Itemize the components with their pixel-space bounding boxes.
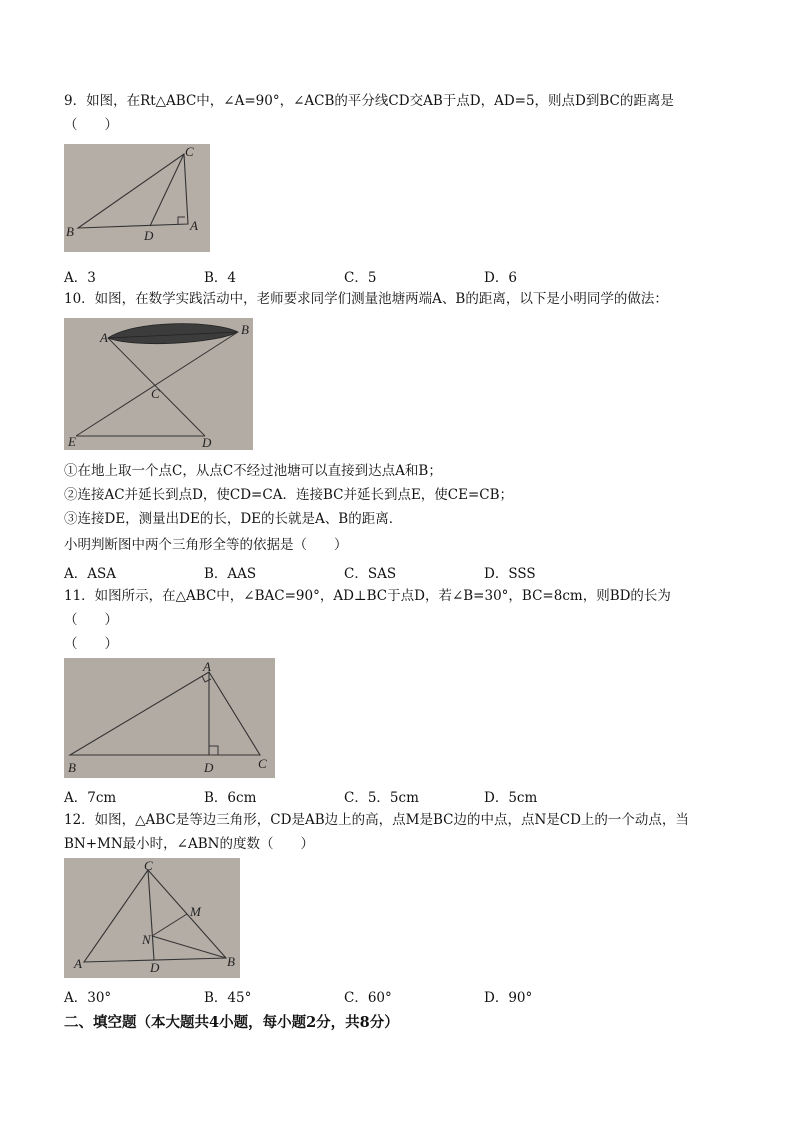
q10-label-b: B xyxy=(241,322,249,337)
q10-label-a: A xyxy=(100,330,108,345)
q11-paren-1: （ ） xyxy=(64,612,118,628)
q10-step-1: ①在地上取一个点C，从点C不经过池塘可以直接到达点A和B； xyxy=(64,463,442,479)
q12-stem-line-1: 12．如图，△ABC是等边三角形，CD是AB边上的高，点M是BC边的中点，点N是CD上的一个动点，当 xyxy=(64,812,689,828)
q12-label-c: C xyxy=(144,858,153,873)
q10-option-c[interactable]: C．SAS xyxy=(344,566,397,582)
q10-label-e: E xyxy=(68,434,76,449)
q9-option-d[interactable]: D．6 xyxy=(484,270,517,286)
q9-option-a[interactable]: A．3 xyxy=(64,270,96,286)
q9-stem: 9．如图，在Rt△ABC中，∠A=90°，∠ACB的平分线CD交AB于点D，AD=5，则点D到BC的距离是 xyxy=(64,93,674,109)
q12-label-m: M xyxy=(190,904,201,919)
q10-label-d: D xyxy=(202,435,212,450)
q10-figure xyxy=(64,318,253,450)
q12-label-b: B xyxy=(227,954,235,969)
q11-label-b: B xyxy=(68,760,76,775)
q10-label-c: C xyxy=(151,386,160,401)
q9-options xyxy=(64,266,744,284)
q11-paren-2: （ ） xyxy=(64,636,118,652)
q10-step-3: ③连接DE，测量出DE的长，DE的长就是A、B的距离． xyxy=(64,511,403,527)
q9-option-c[interactable]: C．5 xyxy=(344,270,377,286)
q11-option-b[interactable]: B．6cm xyxy=(204,790,257,806)
q9-label-b: B xyxy=(66,224,74,239)
q11-label-d: D xyxy=(204,760,214,775)
q12-label-n: N xyxy=(142,932,151,947)
q12-label-a: A xyxy=(74,956,82,971)
q11-stem: 11．如图所示，在△ABC中，∠BAC=90°，AD⊥BC于点D，若∠B=30°，BC=8cm，则BD的长为 xyxy=(64,588,671,604)
q11-option-a[interactable]: A．7cm xyxy=(64,790,117,806)
q12-stem-line-2: BN+MN最小时，∠ABN的度数（ ） xyxy=(64,836,314,852)
q12-option-d[interactable]: D．90° xyxy=(484,990,533,1006)
q9-paren: （ ） xyxy=(64,117,118,133)
q10-stem: 10．如图，在数学实践活动中，老师要求同学们测量池塘两端A、B的距离，以下是小明同学的做法： xyxy=(64,291,668,307)
q10-question: 小明判断图中两个三角形全等的依据是（ ） xyxy=(64,537,348,553)
q10-options xyxy=(64,562,744,580)
q9-label-d: D xyxy=(144,228,154,243)
q9-figure xyxy=(64,144,210,252)
q12-figure xyxy=(64,858,240,978)
q12-option-b[interactable]: B．45° xyxy=(204,990,252,1006)
q12-option-c[interactable]: C．60° xyxy=(344,990,392,1006)
q9-label-c: C xyxy=(185,144,194,159)
section-2-heading: 二、填空题（本大题共4小题，每小题2分，共8分） xyxy=(64,1014,399,1031)
q9-label-a: A xyxy=(190,218,198,233)
q10-step-2: ②连接AC并延长到点D，使CD=CA．连接BC并延长到点E，使CE=CB； xyxy=(64,487,514,503)
q11-figure xyxy=(64,658,275,778)
q12-label-d: D xyxy=(150,960,160,975)
q12-option-a[interactable]: A．30° xyxy=(64,990,112,1006)
q10-option-d[interactable]: D．SSS xyxy=(484,566,536,582)
q11-option-d[interactable]: D．5cm xyxy=(484,790,538,806)
q11-label-a: A xyxy=(203,659,211,674)
q12-options xyxy=(64,986,744,1004)
q10-option-b[interactable]: B．AAS xyxy=(204,566,257,582)
q11-label-c: C xyxy=(258,756,267,771)
q11-option-c[interactable]: C．5．5cm xyxy=(344,790,419,806)
q10-option-a[interactable]: A．ASA xyxy=(64,566,116,582)
q11-options xyxy=(64,786,744,804)
q9-option-b[interactable]: B．4 xyxy=(204,270,237,286)
